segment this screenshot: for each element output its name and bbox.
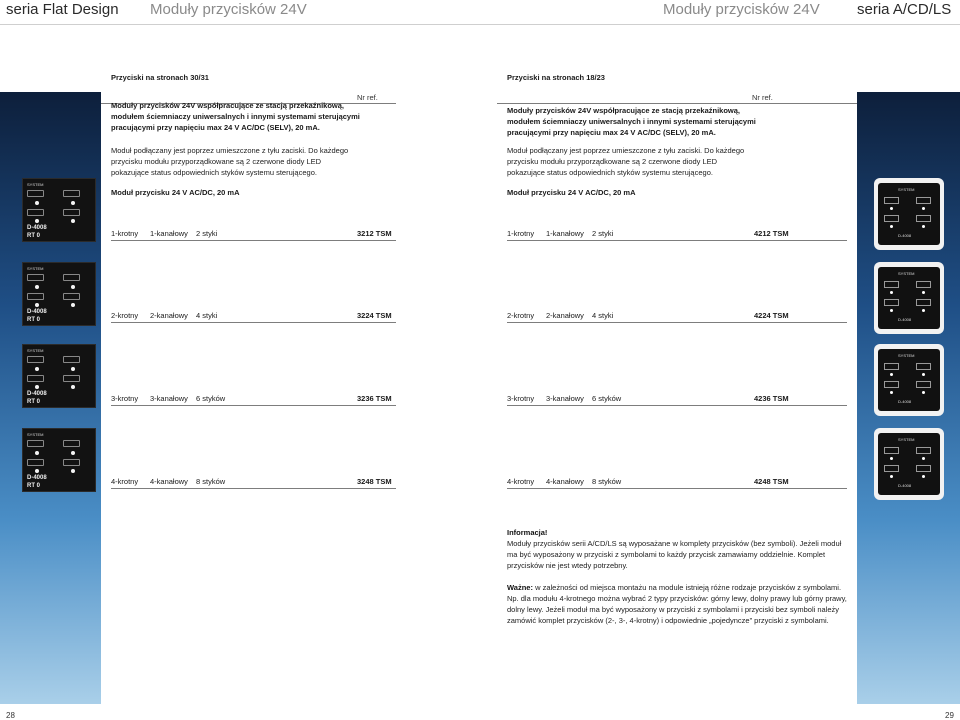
info-text: Moduły przycisków serii A/CD/LS są wyposażane w komplety przycisków (bez symboli). Jeżeli moduł ma być wyposażony w przyciski z symbolami to każdy przycisk zamawiamy oddzielnie. Komplet przycisków nie jest wtedy potrzebny. (507, 539, 842, 570)
right-series-title: seria A/CD/LS (857, 1, 952, 18)
row-channels: 4-kanałowy (546, 477, 584, 486)
row-contacts: 4 styki (196, 311, 218, 320)
row-gang: 3-krotny (111, 394, 139, 403)
right-subtitle: Moduły przycisków 24V (663, 1, 820, 18)
row-contacts: 2 styki (592, 229, 614, 238)
row-gang: 2-krotny (111, 311, 139, 320)
row-gang: 2-krotny (507, 311, 535, 320)
product-module-image: SYSTEM D-4008 RT 0 (22, 178, 96, 242)
important-text: w zależności od miejsca montażu na module istnieją różne rodzaje przycisków z symbolami. Np. dla modułu 4-krotnego można wybrać 2 typy przycisków: górny lewy, dolny prawy lub górny prawy, dolny lewy. Jeżeli moduł ma być wyposażony w przyciski z symbolami i przyciski bez symboli należy zamówić komplet przycisków (2-, 3-, 4-krotny) i odpowiednie „pojedyncze” przyciski z symbolami. (507, 583, 847, 625)
product-module-image: SYSTEM D-4008 (874, 344, 944, 416)
table-row (507, 476, 847, 489)
info-title: Informacja! (507, 528, 548, 537)
right-product-heading: Moduł przycisku 24 V AC/DC, 20 mA (507, 188, 636, 197)
page-header (0, 0, 960, 25)
row-ref: 3248 TSM (357, 477, 392, 486)
row-contacts: 6 styków (592, 394, 622, 403)
right-nr-ref: Nr ref. (752, 93, 773, 102)
product-module-image: SYSTEM D-4008 RT 0 (22, 262, 96, 326)
row-ref: 3212 TSM (357, 229, 392, 238)
table-row (507, 310, 847, 323)
info-block (507, 527, 847, 626)
table-row (507, 393, 847, 406)
row-channels: 1-kanałowy (150, 229, 188, 238)
table-row (507, 228, 847, 241)
table-row (111, 310, 396, 323)
right-intro-text: Moduły przycisków 24V współpracujące ze stacją przekaźnikową, modułem ściemniaczy uniwersalnych i innymi systemami sterującymi pracującymi przy napięciu max 24 V AC/DC (SELV), 20 mA. (507, 106, 756, 137)
row-channels: 4-kanałowy (150, 477, 188, 486)
row-gang: 4-krotny (507, 477, 535, 486)
left-note-text: Moduł podłączany jest poprzez umieszczone z tyłu zaciski. Do każdego przycisku modułu przyporządkowane są 2 czerwone diody LED pokazujące status odpowiednich styków systemu sterującego. (111, 146, 349, 177)
right-top-rule (497, 103, 857, 104)
product-module-image: SYSTEM D-4008 RT 0 (22, 428, 96, 492)
row-channels: 3-kanałowy (546, 394, 584, 403)
row-ref: 4236 TSM (754, 394, 789, 403)
table-row (111, 476, 396, 489)
row-contacts: 4 styki (592, 311, 614, 320)
product-module-image: SYSTEM D-4008 (874, 428, 944, 500)
row-ref: 4212 TSM (754, 229, 789, 238)
row-contacts: 6 styków (196, 394, 226, 403)
row-gang: 1-krotny (111, 229, 139, 238)
table-row (111, 393, 396, 406)
row-channels: 2-kanałowy (546, 311, 584, 320)
row-gang: 3-krotny (507, 394, 535, 403)
left-subtitle: Moduły przycisków 24V (150, 1, 307, 18)
row-gang: 1-krotny (507, 229, 535, 238)
product-module-image: SYSTEM D-4008 (874, 178, 944, 250)
product-module-image: SYSTEM D-4008 RT 0 (22, 344, 96, 408)
row-channels: 2-kanałowy (150, 311, 188, 320)
left-section-title: Przyciski na stronach 30/31 (111, 73, 209, 82)
row-channels: 1-kanałowy (546, 229, 584, 238)
row-contacts: 2 styki (196, 229, 218, 238)
row-contacts: 8 styków (196, 477, 226, 486)
important-label: Ważne: (507, 583, 533, 592)
row-channels: 3-kanałowy (150, 394, 188, 403)
row-ref: 3224 TSM (357, 311, 392, 320)
right-page-number: 29 (945, 711, 954, 720)
product-module-image: SYSTEM D-4008 (874, 262, 944, 334)
row-ref: 4224 TSM (754, 311, 789, 320)
left-product-heading: Moduł przycisku 24 V AC/DC, 20 mA (111, 188, 240, 197)
row-contacts: 8 styków (592, 477, 622, 486)
row-ref: 4248 TSM (754, 477, 789, 486)
table-row (111, 228, 396, 241)
left-nr-ref: Nr ref. (357, 93, 378, 102)
left-page-number: 28 (6, 711, 15, 720)
right-note-text: Moduł podłączany jest poprzez umieszczone z tyłu zaciski. Do każdego przycisku modułu przyporządkowane są 2 czerwone diody LED pokazujące status odpowiednich styków systemu sterującego. (507, 146, 745, 177)
row-ref: 3236 TSM (357, 394, 392, 403)
left-intro-text: Moduły przycisków 24V współpracujące ze stacją przekaźnikową, modułem ściemniaczy uniwersalnych i innymi systemami sterującymi pracującymi przy napięciu max 24 V AC/DC (SELV), 20 mA. (111, 101, 360, 132)
row-gang: 4-krotny (111, 477, 139, 486)
left-series-title: seria Flat Design (6, 1, 119, 18)
right-section-title: Przyciski na stronach 18/23 (507, 73, 605, 82)
